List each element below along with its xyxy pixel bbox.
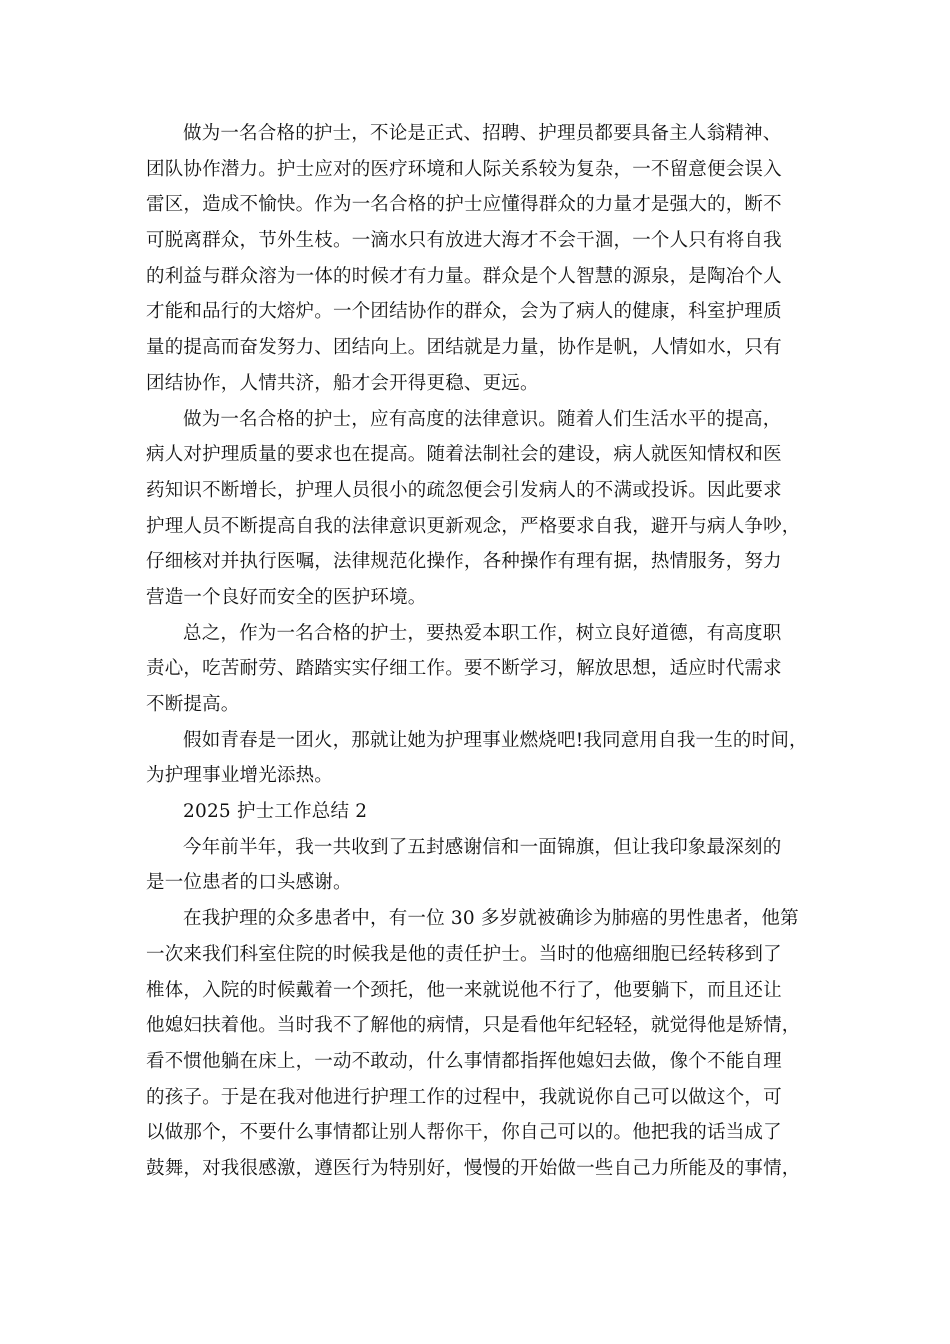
text-line: 是一位患者的口头感谢。 [146, 872, 352, 894]
text-line: 雷区，造成不愉快。作为一名合格的护士应懂得群众的力量才是强大的，断不 [146, 194, 782, 216]
text-line: 护理人员不断提高自我的法律意识更新观念，严格要求自我，避开与病人争吵， [146, 515, 801, 537]
text-line: 做为一名合格的护士，不论是正式、招聘、护理员都要具备主人翁精神、 [183, 123, 782, 144]
text-line: 可脱离群众，节外生枝。一滴水只有放进大海才不会干涸，一个人只有将自我 [146, 230, 782, 252]
text-line: 营造一个良好而安全的医护环境。 [146, 586, 427, 608]
text-line: 药知识不断增长，护理人员很小的疏忽便会引发病人的不满或投诉。因此要求 [146, 479, 782, 501]
text-line: 为护理事业增光添热。 [146, 765, 334, 787]
text-line: 他媳妇扶着他。当时我不了解他的病情，只是看他年纪轻轻，就觉得他是矫情， [146, 1015, 801, 1037]
text-line: 2025 护士工作总结 2 [183, 801, 368, 823]
text-line: 假如青春是一团火，那就让她为护理事业燃烧吧!我同意用自我一生的时间， [183, 729, 808, 751]
text-line: 量的提高而奋发努力、团结向上。团结就是力量，协作是帆，人情如水，只有 [146, 337, 782, 359]
text-line: 团队协作潜力。护士应对的医疗环境和人际关系较为复杂，一不留意便会误入 [146, 158, 782, 180]
text-line: 仔细核对并执行医嘱，法律规范化操作，各种操作有理有据，热情服务，努力 [146, 551, 782, 573]
text-line: 才能和品行的大熔炉。一个团结协作的群众，会为了病人的健康，科室护理质 [146, 301, 782, 323]
text-line: 鼓舞，对我很感激，遵医行为特别好，慢慢的开始做一些自己力所能及的事情， [146, 1157, 801, 1179]
document-body [146, 116, 826, 1187]
text-line: 看不惯他躺在床上，一动不敢动，什么事情都指挥他媳妇去做，像个不能自理 [146, 1050, 782, 1072]
text-line: 总之，作为一名合格的护士，要热爱本职工作，树立良好道德，有高度职 [183, 622, 782, 644]
text-line: 团结协作，人情共济，船才会开得更稳、更远。 [146, 372, 539, 394]
text-line: 责心，吃苦耐劳、踏踏实实仔细工作。要不断学习，解放思想，适应时代需求 [146, 658, 782, 680]
text-line: 不断提高。 [146, 694, 240, 715]
text-line: 做为一名合格的护士，应有高度的法律意识。随着人们生活水平的提高， [183, 408, 782, 430]
text-line: 的利益与群众溶为一体的时候才有力量。群众是个人智慧的源泉，是陶冶个人 [146, 265, 782, 287]
text-line: 以做那个，不要什么事情都让别人帮你干，你自己可以的。他把我的话当成了 [146, 1122, 782, 1144]
text-line: 的孩子。于是在我对他进行护理工作的过程中，我就说你自己可以做这个，可 [146, 1086, 782, 1108]
text-line: 一次来我们科室住院的时候我是他的责任护士。当时的他癌细胞已经转移到了 [146, 943, 782, 965]
text-line: 今年前半年，我一共收到了五封感谢信和一面锦旗，但让我印象最深刻的 [183, 836, 782, 858]
text-line: 在我护理的众多患者中，有一位 30 多岁就被确诊为肺癌的男性患者，他第 [183, 908, 799, 930]
text-line: 椎体，入院的时候戴着一个颈托，他一来就说他不行了，他要躺下，而且还让 [146, 979, 782, 1001]
text-line: 病人对护理质量的要求也在提高。随着法制社会的建设，病人就医知情权和医 [146, 444, 782, 466]
